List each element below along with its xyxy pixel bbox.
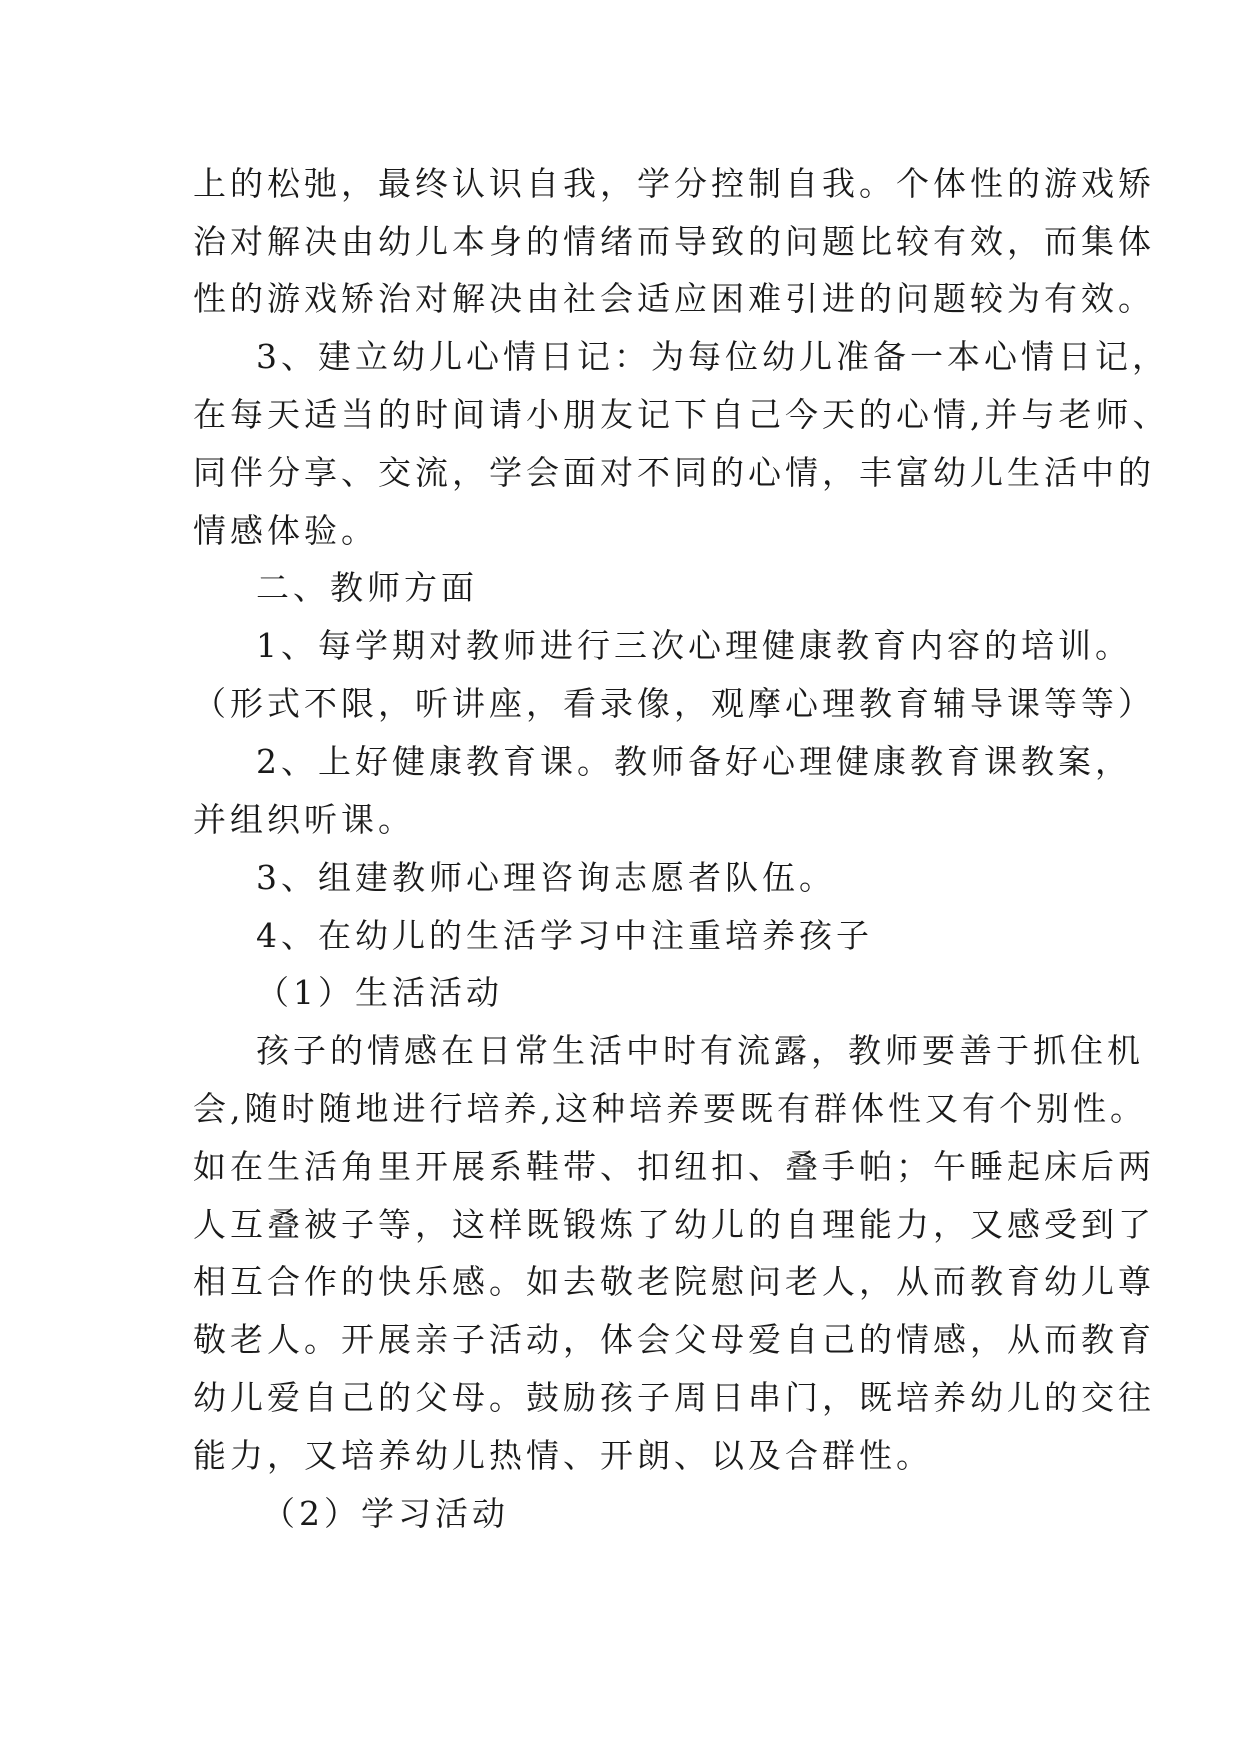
text-line: 情感体验。	[193, 511, 378, 550]
text-line: 并组织听课。	[193, 800, 415, 839]
text-line: 性的游戏矫治对解决由社会适应困难引进的问题较为有效。	[193, 279, 1155, 318]
text-line: （形式不限，听讲座，看录像，观摩心理教育辅导课等等）	[193, 684, 1155, 723]
text-line: 2、上好健康教育课。教师备好心理健康教育课教案，	[256, 742, 1132, 781]
text-line: 敬老人。开展亲子活动，体会父母爱自己的情感，从而教育	[193, 1320, 1155, 1359]
text-line: 3、组建教师心理咨询志愿者队伍。	[256, 858, 836, 897]
text-line: 会,随时随地进行培养,这种培养要既有群体性又有个别性。	[193, 1089, 1147, 1128]
text-line: 能力，又培养幼儿热情、开朗、以及合群性。	[193, 1436, 933, 1475]
text-line: 上的松弛，最终认识自我，学分控制自我。个体性的游戏矫	[193, 164, 1155, 203]
text-line: 治对解决由幼儿本身的情绪而导致的问题比较有效，而集体	[193, 222, 1155, 261]
text-line: 3、建立幼儿心情日记：为每位幼儿准备一本心情日记，	[256, 337, 1169, 376]
text-line: 人互叠被子等，这样既锻炼了幼儿的自理能力，又感受到了	[193, 1205, 1155, 1244]
section-heading: 二、教师方面	[256, 568, 478, 607]
text-line: 如在生活角里开展系鞋带、扣纽扣、叠手帕；午睡起床后两	[193, 1147, 1155, 1186]
text-line: 1、每学期对教师进行三次心理健康教育内容的培训。	[256, 626, 1132, 665]
text-line: 孩子的情感在日常生活中时有流露，教师要善于抓住机	[256, 1031, 1144, 1070]
text-line: 在每天适当的时间请小朋友记下自己今天的心情,并与老师、	[193, 395, 1170, 434]
text-line: 幼儿爱自己的父母。鼓励孩子周日串门，既培养幼儿的交往	[193, 1378, 1155, 1417]
text-line: 同伴分享、交流，学会面对不同的心情，丰富幼儿生活中的	[193, 453, 1155, 492]
text-line: 4、在幼儿的生活学习中注重培养孩子	[256, 916, 873, 955]
subsection-heading: （2）学习活动	[262, 1494, 509, 1533]
text-line: 相互合作的快乐感。如去敬老院慰问老人，从而教育幼儿尊	[193, 1262, 1155, 1301]
subsection-heading: （1）生活活动	[256, 973, 503, 1012]
